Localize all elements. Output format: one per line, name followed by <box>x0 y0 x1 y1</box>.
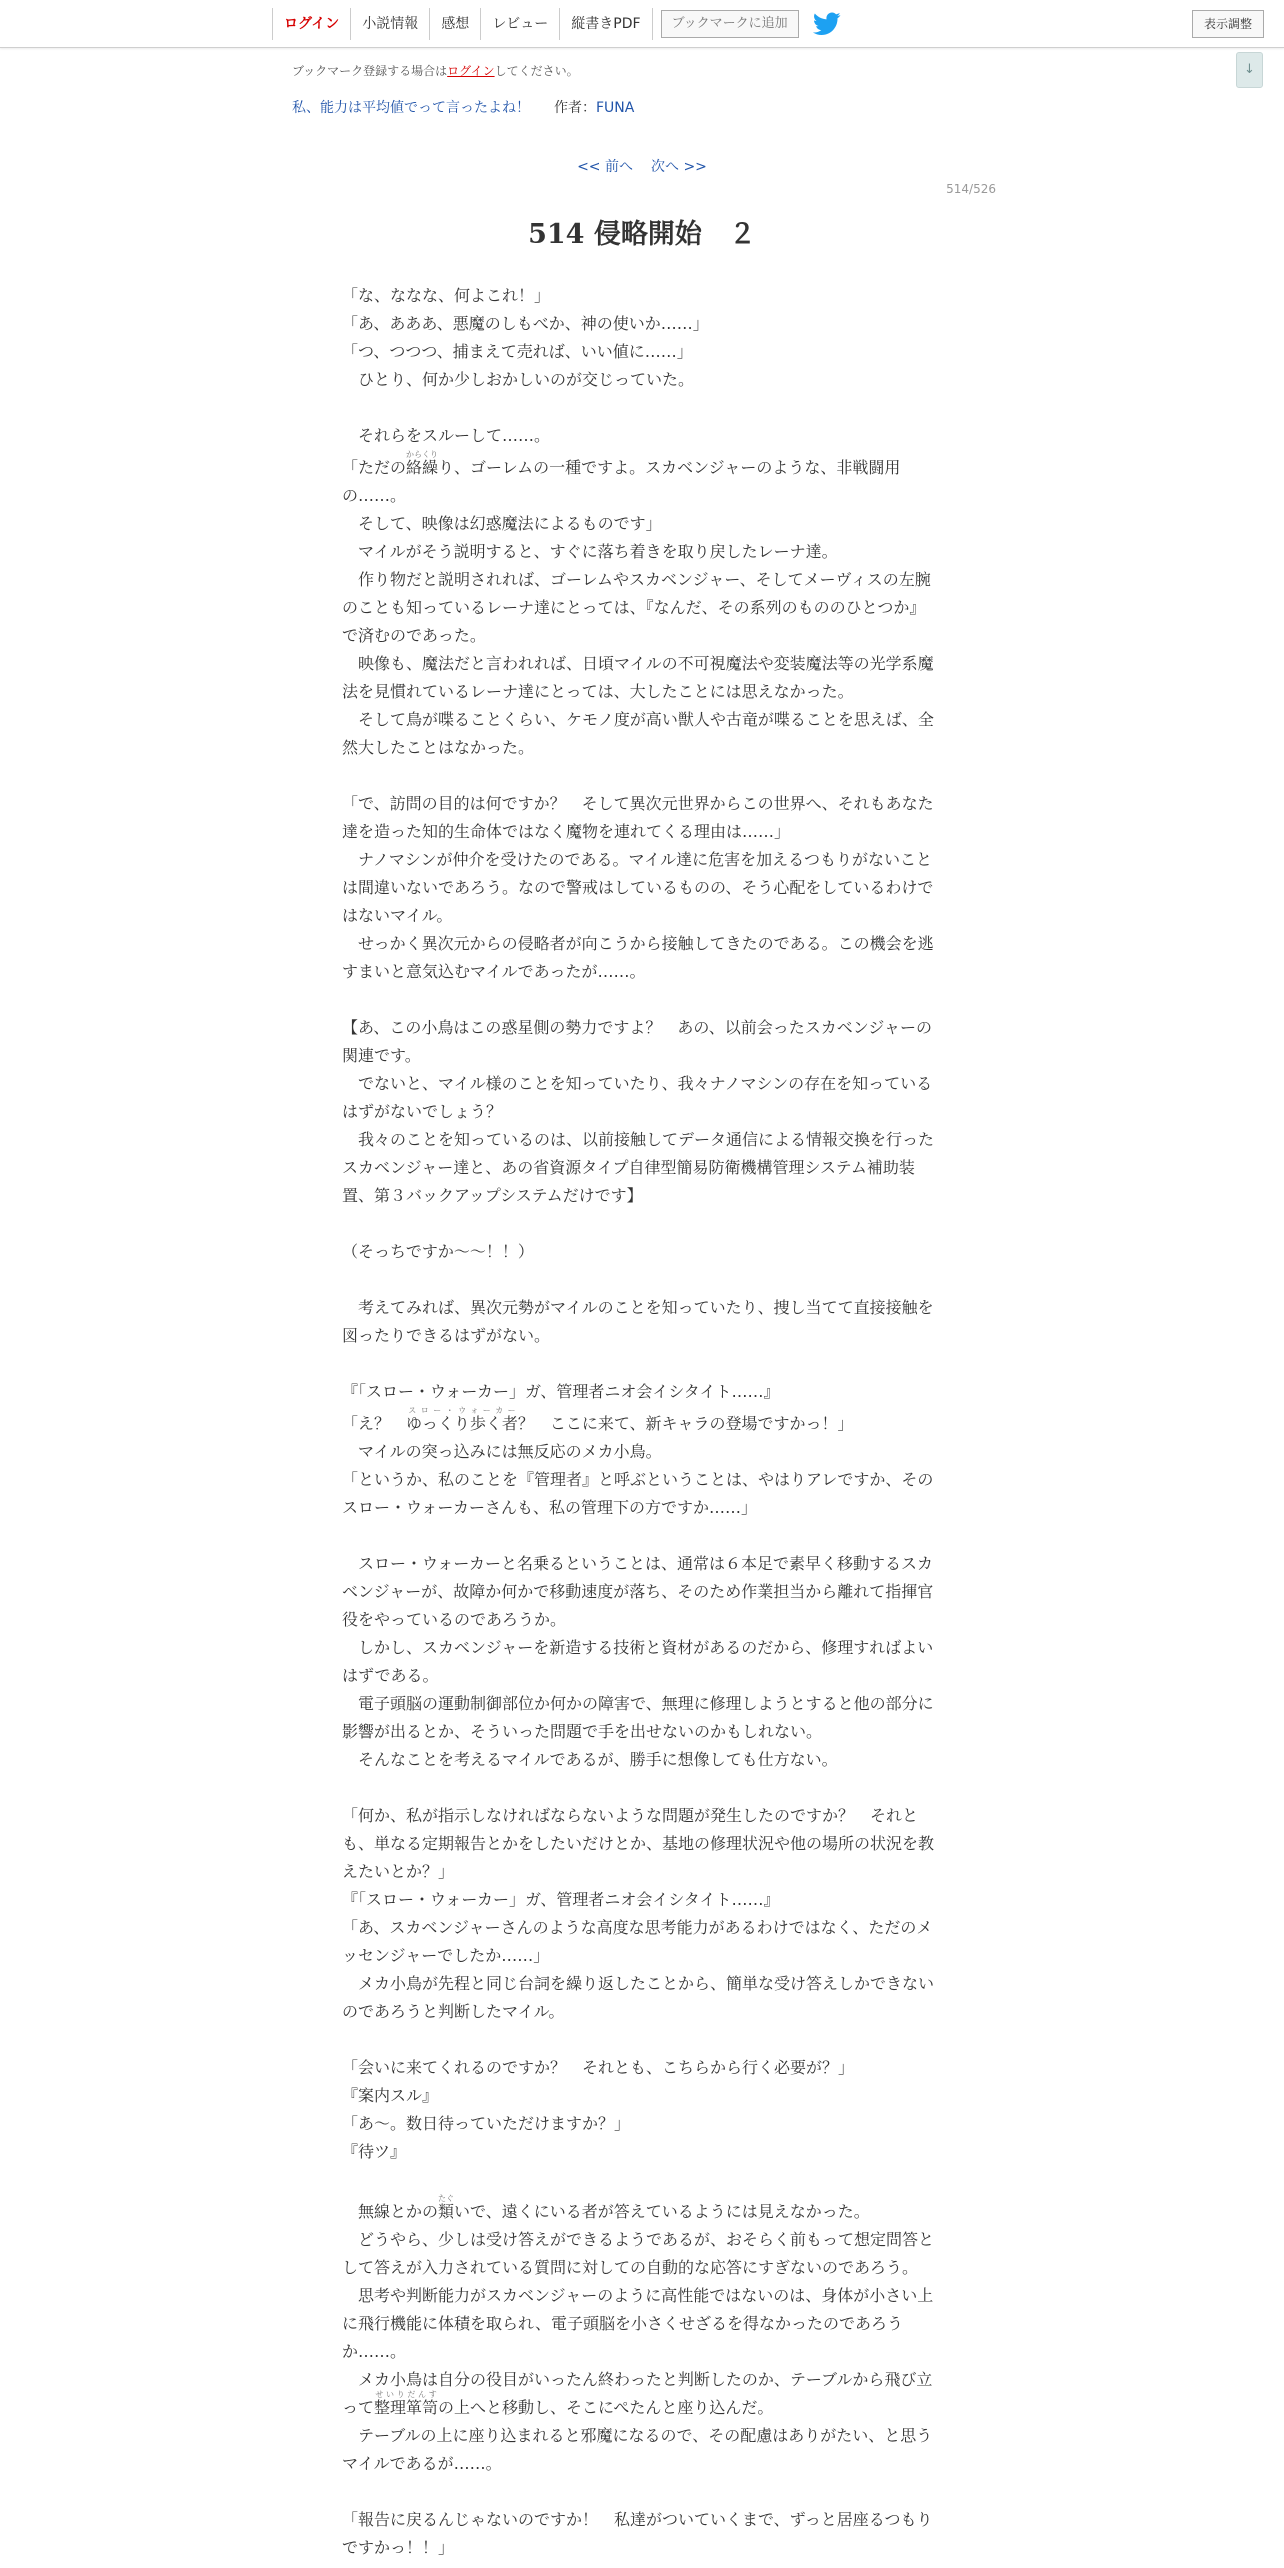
ruby-word <box>438 2194 455 2221</box>
text-line: スロー・ウォーカーと名乗るということは、通常は６本足で素早く移動するスカベンジャーが、故障か何かで移動速度が落ち、そのため作業担当から離れて指揮官役をやっているのであろうか。 <box>342 1554 934 1629</box>
login-link[interactable]: ログイン <box>272 8 350 40</box>
text-line: 「あ、あああ、悪魔のしもべか、神の使いか……」 <box>342 314 709 333</box>
text-line: 「何か、私が指示しなければならないような問題が発生したのですか？ それとも、単なる定期報告とかをしたいだけとか、基地の修理状況や他の場所の状況を教えたいとか？」 <box>342 1806 935 1881</box>
bookmark-login-notice <box>292 62 579 79</box>
author-link[interactable]: FUNA <box>596 100 635 116</box>
text-line: 「つ、つつつ、捕まえて売れば、いい値に……」 <box>342 342 693 361</box>
chapter-count: 514/526 <box>946 182 996 196</box>
text-line: 『「スロー・ウォーカー」ガ、管理者ニオ会イシタイト……』 <box>342 1382 780 1401</box>
novel-header <box>292 97 634 117</box>
main-nav <box>272 8 841 40</box>
text-line: 【あ、この小鳥はこの惑星側の勢力ですよ？ あの、以前会ったスカベンジャーの関連です。 <box>342 1018 933 1065</box>
text-segment: 「え？ <box>342 1414 407 1433</box>
chapter-body <box>342 282 936 2562</box>
blank-line <box>342 1350 936 1378</box>
text-segment: メカ小鳥は自分の役目がいったん終わったと判断したのか、テーブルから飛び立って <box>342 2370 933 2417</box>
blank-line <box>342 986 936 1014</box>
ruby-reading: せいりだんす <box>374 2390 439 2399</box>
text-line: どうやら、少しは受け答えができるようであるが、おそらく前もって想定問答として答えが入力されている質問に対しての自動的な応答にすぎないのであろう。 <box>342 2230 935 2277</box>
text-line: そして、映像は幻惑魔法によるものです」 <box>342 514 662 533</box>
text-line: 『「スロー・ウォーカー」ガ、管理者ニオ会イシタイト……』 <box>342 1890 780 1909</box>
text-line: マイルがそう説明すると、すぐに落ち着きを取り戻したレーナ達。 <box>342 542 838 561</box>
text-line: メカ小鳥が先程と同じ台詞を繰り返したことから、簡単な受け答えしかできないのであろうと判断したマイル。 <box>342 1974 935 2021</box>
text-line <box>342 450 936 510</box>
text-line: 「会いに来てくれるのですか？ それとも、こちらから行く必要が？」 <box>342 2058 855 2077</box>
text-line <box>342 2194 936 2226</box>
top-navigation-bar <box>0 0 1284 48</box>
text-line: マイルの突っ込みには無反応のメカ小鳥。 <box>342 1442 662 1461</box>
text-line: 『待ツ』 <box>342 2142 407 2161</box>
ruby-word <box>406 1406 518 1433</box>
text-segment: 無線とかの <box>342 2202 439 2221</box>
text-line: 「というか、私のことを『管理者』と呼ぶということは、やはりアレですか、そのスロー・ウォーカーさんも、私の管理下の方ですか……」 <box>342 1470 934 1517</box>
text-line: テーブルの上に座り込まれると邪魔になるので、その配慮はありがたい、と思うマイルであるが……。 <box>342 2426 933 2473</box>
ruby-base: 絡繰 <box>406 458 439 477</box>
blank-line <box>342 1522 936 1550</box>
text-line: しかし、スカベンジャーを新造する技術と資材があるのだから、修理すればよいはずである。 <box>342 1638 934 1685</box>
text-line <box>342 1406 936 1438</box>
text-line: それらをスルーして……。 <box>342 426 551 445</box>
text-line: ひとり、何か少しおかしいのが交じっていた。 <box>342 370 695 389</box>
text-line: そんなことを考えるマイルであるが、勝手に想像しても仕方ない。 <box>342 1750 838 1769</box>
add-bookmark-button[interactable]: ブックマークに追加 <box>661 10 799 38</box>
text-line: （そっちですか～～！！） <box>342 1242 534 1261</box>
blank-line <box>342 1210 936 1238</box>
twitter-bird-icon[interactable] <box>813 12 841 36</box>
text-line: 作り物だと説明されれば、ゴーレムやスカベンジャー、そしてメーヴィスの左腕のことも知っているレーナ達にとっては、『なんだ、その系列のもののひとつか』で済むのであった。 <box>342 570 931 645</box>
text-line: 「あ～。数日待っていただけますか？」 <box>342 2114 631 2133</box>
text-line: 思考や判断能力がスカベンジャーのように高性能ではないのは、身体が小さい上に飛行機能に体積を取られ、電子頭脳を小さくせざるを得なかったのであろうか……。 <box>342 2286 934 2361</box>
text-segment: り、ゴーレムの一種ですよ。スカベンジャーのような、非戦闘用の……。 <box>342 458 901 505</box>
scroll-down-arrow-icon[interactable]: ↓ <box>1236 52 1263 88</box>
chapter-title: 514 侵略開始 ２ <box>528 219 756 250</box>
text-line: 映像も、魔法だと言われれば、日頃マイルの不可視魔法や変装魔法等の光学系魔法を見慣れているレーナ達にとっては、大したことには思えなかった。 <box>342 654 934 701</box>
blank-line <box>342 394 936 422</box>
blank-line <box>342 2026 936 2054</box>
ruby-reading: からくり <box>406 450 439 459</box>
ruby-base: ゆっくり歩く者 <box>406 1414 518 1433</box>
text-line <box>342 2366 936 2422</box>
next-chapter-link[interactable]: 次へ >> <box>651 159 707 175</box>
text-line: 『案内スル』 <box>342 2086 439 2105</box>
text-segment: いで、遠くにいる者が答えているようには見えなかった。 <box>454 2202 870 2221</box>
text-line: ナノマシンが仲介を受けたのである。マイル達に危害を加えるつもりがないことは間違いないであろう。なので警戒はしているものの、そう心配をしているわけではないマイル。 <box>342 850 934 925</box>
notice-prefix: ブックマーク登録する場合は <box>292 64 448 78</box>
novel-title-link[interactable]: 私、能力は平均値でって言ったよね！ <box>292 100 530 116</box>
author-label: 作者： <box>554 100 596 116</box>
blank-line <box>342 1266 936 1294</box>
ruby-word <box>406 450 439 477</box>
text-segment: ？ ここに来て、新キャラの登場ですかっ！」 <box>517 1414 854 1433</box>
text-line: 我々のことを知っているのは、以前接触してデータ通信による情報交換を行ったスカベンジャー達と、あの省資源タイプ自律型簡易防衛機構管理システム補助装置、第３バックアップシステムだけです】 <box>342 1130 935 1205</box>
blank-line <box>342 2166 936 2194</box>
blank-line <box>342 762 936 790</box>
blank-line <box>342 2478 936 2506</box>
text-segment: の上へと移動し、そこにぺたんと座り込んだ。 <box>438 2398 774 2417</box>
ruby-base: 類 <box>438 2202 455 2221</box>
text-line: 「あ、スカベンジャーさんのような高度な思考能力があるわけではなく、ただのメッセンジャーでしたか……」 <box>342 1918 933 1965</box>
text-line: 「報告に戻るんじゃないのですか！ 私達がついていくまで、ずっと居座るつもりですかっ！！」 <box>342 2510 933 2557</box>
text-line: でないと、マイル様のことを知っていたり、我々ナノマシンの存在を知っているはずがないでしょう？ <box>342 1074 933 1121</box>
text-line: せっかく異次元からの侵略者が向こうから接触してきたのである。この機会を逃すまいと意気込むマイルであったが……。 <box>342 934 934 981</box>
impressions-link[interactable]: 感想 <box>429 8 480 40</box>
text-line: 考えてみれば、異次元勢がマイルのことを知っていたり、捜し当てて直接接触を図ったりできるはずがない。 <box>342 1298 934 1345</box>
text-line: そして鳥が喋ることくらい、ケモノ度が高い獣人や古竜が喋ることを思えば、全然大したことはなかった。 <box>342 710 934 757</box>
text-line: 電子頭脳の運動制御部位か何かの障害で、無理に修理しようとすると他の部分に影響が出るとか、そういった問題で手を出せないのかもしれない。 <box>342 1694 934 1741</box>
novel-info-link[interactable]: 小説情報 <box>350 8 429 40</box>
ruby-reading: たぐ <box>438 2194 455 2203</box>
ruby-word <box>374 2390 439 2417</box>
vertical-pdf-link[interactable]: 縦書きPDF <box>559 8 652 40</box>
text-segment: 「ただの <box>342 458 407 477</box>
text-line: 「な、ななな、何よこれ！」 <box>342 286 551 305</box>
text-line: 「で、訪問の目的は何ですか？ そして異次元世界からこの世界へ、それもあなた達を造った知的生命体ではなく魔物を連れてくる理由は……」 <box>342 794 934 841</box>
ruby-base: 整理箪笥 <box>374 2398 439 2417</box>
ruby-reading: スロー・ウォーカー <box>406 1406 518 1415</box>
notice-suffix: してください。 <box>494 64 579 78</box>
blank-line <box>342 1774 936 1802</box>
prev-chapter-link[interactable]: << 前へ <box>577 159 633 175</box>
review-link[interactable]: レビュー <box>480 8 559 40</box>
notice-login-link[interactable]: ログイン <box>447 64 495 78</box>
chapter-pager <box>0 156 1284 176</box>
display-settings-button[interactable]: 表示調整 <box>1192 10 1264 38</box>
